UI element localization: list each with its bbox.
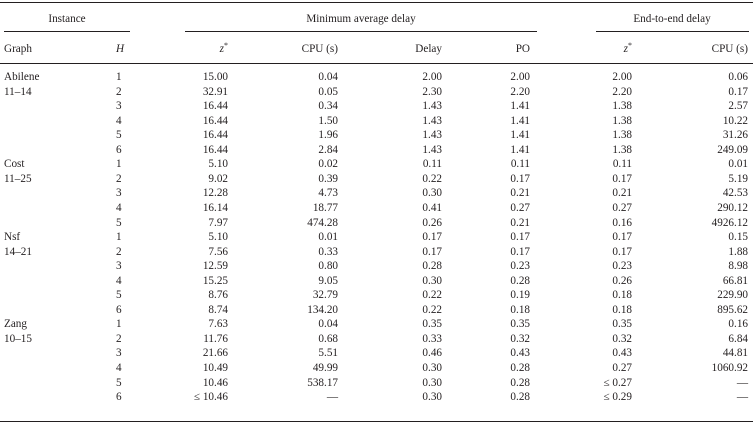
cell-z: 5.10 (208, 231, 228, 244)
cell-z: 16.44 (202, 129, 228, 142)
bottom-rule (0, 421, 753, 422)
cell-z2: 0.18 (612, 289, 632, 302)
col-header-h: H (116, 43, 125, 55)
cell-cpu: 1.50 (318, 114, 338, 127)
cell-po: 2.00 (510, 71, 530, 83)
cell-z: 10.49 (202, 362, 228, 374)
cell-cpu: 0.39 (318, 172, 338, 185)
header-rule (0, 63, 753, 64)
cell-po: 0.43 (510, 347, 530, 360)
cell-cpu2: 895.62 (717, 303, 748, 316)
cell-cpu: 0.04 (318, 71, 338, 83)
cell-z: 12.28 (202, 187, 228, 200)
cell-z2: ≤ 0.29 (603, 391, 632, 404)
cell-cpu2: 0.06 (728, 71, 748, 83)
cell-h: 1 (116, 231, 122, 244)
cell-z2: 0.21 (612, 187, 632, 200)
cell-h: 4 (116, 362, 122, 374)
cell-po: 0.17 (510, 231, 530, 244)
cell-cpu2: 2.57 (728, 100, 748, 113)
cell-delay: 1.43 (422, 143, 442, 156)
cell-z: 7.56 (208, 245, 228, 258)
graph-name: Cost (4, 158, 25, 171)
cell-cpu: 474.28 (307, 216, 338, 229)
graph-range: 14–21 (4, 245, 32, 258)
cell-cpu2: 10.22 (722, 114, 748, 127)
cell-cpu2: 5.19 (728, 172, 748, 185)
cell-z: 16.14 (202, 201, 228, 214)
cell-z2: 0.23 (612, 260, 632, 273)
cell-cpu2: 6.84 (728, 332, 748, 345)
cell-po: 1.41 (510, 129, 530, 142)
cell-z2: 1.38 (612, 143, 632, 156)
cell-cpu2: — (736, 391, 748, 404)
cell-po: 0.23 (510, 260, 530, 273)
cell-po: 0.28 (510, 362, 530, 374)
graph-range: 10–15 (4, 332, 32, 345)
cell-delay: 0.41 (422, 201, 442, 214)
cell-delay: 0.22 (422, 172, 442, 185)
col-header-z (190, 43, 228, 56)
cell-z: 16.44 (202, 114, 228, 127)
cell-cpu2: 0.01 (728, 158, 748, 171)
cell-cpu: 0.34 (318, 100, 338, 113)
cell-delay: 0.30 (422, 391, 442, 404)
cell-cpu2: 249.09 (717, 143, 748, 156)
cell-cpu2: 1.88 (728, 245, 748, 258)
cell-h: 3 (116, 187, 122, 200)
cell-cpu2: 1060.92 (711, 362, 748, 374)
cell-z2: 0.26 (612, 274, 632, 287)
cell-cpu: 0.68 (318, 332, 338, 345)
cell-z: 21.66 (202, 347, 228, 360)
cell-cpu: 9.05 (318, 274, 338, 287)
cell-h: 3 (116, 100, 122, 113)
cell-po: 0.21 (510, 216, 530, 229)
graph-name: Nsf (4, 231, 21, 244)
cell-z2: 0.16 (612, 216, 632, 229)
cell-h: 6 (116, 391, 122, 404)
cell-po: 0.32 (510, 332, 530, 345)
cell-cpu2: 44.81 (722, 347, 748, 360)
cell-cpu: 0.80 (318, 260, 338, 273)
cell-delay: 0.46 (422, 347, 442, 360)
cell-delay: 0.30 (422, 187, 442, 200)
cell-z2: 0.27 (612, 362, 632, 374)
graph-range: 11–14 (4, 85, 32, 98)
cell-z2: 0.17 (612, 245, 632, 258)
cell-cpu: 49.99 (312, 362, 338, 374)
cell-cpu: 134.20 (307, 303, 338, 316)
cell-h: 2 (116, 332, 122, 345)
cell-h: 2 (116, 85, 122, 98)
cell-cpu2: 8.98 (728, 260, 748, 273)
top-rule (0, 2, 753, 3)
cell-z2: 1.38 (612, 129, 632, 142)
cell-cpu: 0.01 (318, 231, 338, 244)
cell-po: 1.41 (510, 114, 530, 127)
cell-cpu: 18.77 (312, 201, 338, 214)
group-header-instance: Instance (48, 13, 86, 25)
cell-po: 0.17 (510, 172, 530, 185)
cell-cpu: 0.04 (318, 318, 338, 331)
cell-po: 0.28 (510, 376, 530, 389)
graph-name: Zang (4, 318, 27, 331)
cell-z: 16.44 (202, 100, 228, 113)
cell-z: 7.63 (208, 318, 228, 331)
cell-z2: 0.17 (612, 231, 632, 244)
z-star: * (224, 41, 228, 50)
cell-z: ≤ 10.46 (193, 391, 228, 404)
cell-delay: 0.22 (422, 303, 442, 316)
cell-z2: 0.43 (612, 347, 632, 360)
cell-cpu2: 0.15 (728, 231, 748, 244)
col-header-cpu: CPU (s) (301, 43, 338, 55)
cell-cpu: 0.02 (318, 158, 338, 171)
cell-cpu: 5.51 (318, 347, 338, 360)
cell-po: 0.17 (510, 245, 530, 258)
cell-delay: 1.43 (422, 100, 442, 113)
cell-po: 0.28 (510, 274, 530, 287)
cell-delay: 0.30 (422, 376, 442, 389)
cell-z2: 1.38 (612, 114, 632, 127)
cell-po: 1.41 (510, 100, 530, 113)
col-header-delay: Delay (415, 43, 442, 55)
z2-symbol: z (623, 43, 628, 55)
col-header-po: PO (515, 43, 530, 55)
cell-cpu2: 229.90 (717, 289, 748, 302)
cell-h: 5 (116, 216, 122, 229)
cell-delay: 2.30 (422, 85, 442, 98)
cell-cpu2: 0.17 (728, 85, 748, 98)
cell-h: 2 (116, 245, 122, 258)
col-header-cpu2: CPU (s) (711, 43, 748, 55)
cell-h: 1 (116, 71, 122, 83)
cell-delay: 1.43 (422, 129, 442, 142)
graph-range: 11–25 (4, 172, 32, 185)
cell-delay: 0.17 (422, 231, 442, 244)
cell-h: 3 (116, 260, 122, 273)
cell-po: 0.28 (510, 391, 530, 404)
cell-po: 0.35 (510, 318, 530, 331)
group-header-min-avg-delay: Minimum average delay (306, 13, 416, 25)
cell-z: 10.46 (202, 376, 228, 389)
cell-z: 8.76 (208, 289, 228, 302)
cell-delay: 0.28 (422, 260, 442, 273)
cell-cpu2: 42.53 (722, 187, 748, 200)
cell-z: 16.44 (202, 143, 228, 156)
cell-cpu: 2.84 (318, 143, 338, 156)
cell-delay: 0.22 (422, 289, 442, 302)
cell-cpu2: — (736, 376, 748, 389)
cell-delay: 1.43 (422, 114, 442, 127)
cell-h: 4 (116, 274, 122, 287)
cell-h: 4 (116, 201, 122, 214)
instance-underline (4, 31, 130, 32)
cell-z: 15.00 (202, 71, 228, 83)
cell-h: 6 (116, 143, 122, 156)
cell-cpu: 32.79 (312, 289, 338, 302)
cell-z: 9.02 (208, 172, 228, 185)
cell-delay: 2.00 (422, 71, 442, 83)
cell-z2: 0.27 (612, 201, 632, 214)
cell-cpu2: 0.16 (728, 318, 748, 331)
cell-delay: 0.17 (422, 245, 442, 258)
z-symbol: z (219, 43, 224, 55)
cell-cpu2: 290.12 (717, 201, 748, 214)
cell-cpu: — (326, 391, 338, 404)
cell-z: 8.74 (208, 303, 228, 316)
cell-po: 0.27 (510, 201, 530, 214)
cell-h: 5 (116, 289, 122, 302)
cell-h: 2 (116, 172, 122, 185)
cell-po: 0.11 (510, 158, 530, 171)
z2-star: * (628, 41, 632, 50)
cell-cpu: 1.96 (318, 129, 338, 142)
cell-h: 6 (116, 303, 122, 316)
cell-h: 1 (116, 158, 122, 171)
graph-name: Abilene (4, 71, 40, 83)
group-header-end-to-end: End-to-end delay (633, 13, 711, 25)
cell-delay: 0.33 (422, 332, 442, 345)
col-header-z2 (590, 43, 632, 56)
cell-cpu: 0.33 (318, 245, 338, 258)
cell-z2: 0.35 (612, 318, 632, 331)
cell-cpu2: 4926.12 (711, 216, 748, 229)
cell-delay: 0.26 (422, 216, 442, 229)
cell-po: 0.18 (510, 303, 530, 316)
cell-po: 0.19 (510, 289, 530, 302)
cell-z: 15.25 (202, 274, 228, 287)
cell-z: 11.76 (203, 332, 228, 345)
e2e-underline (596, 31, 749, 32)
cell-po: 2.20 (510, 85, 530, 98)
cell-z2: 2.20 (612, 85, 632, 98)
cell-delay: 0.35 (422, 318, 442, 331)
cell-z: 7.97 (208, 216, 228, 229)
cell-z2: 1.38 (612, 100, 632, 113)
cell-z2: 0.18 (612, 303, 632, 316)
cell-z: 12.59 (202, 260, 228, 273)
cell-h: 3 (116, 347, 122, 360)
cell-cpu: 4.73 (318, 187, 338, 200)
cell-z: 32.91 (202, 85, 228, 98)
cell-po: 0.21 (510, 187, 530, 200)
cell-h: 4 (116, 114, 122, 127)
cell-po: 1.41 (510, 143, 530, 156)
cell-z2: ≤ 0.27 (603, 376, 632, 389)
cell-delay: 0.30 (422, 362, 442, 374)
cell-delay: 0.30 (422, 274, 442, 287)
cell-h: 5 (116, 376, 122, 389)
cell-cpu2: 66.81 (722, 274, 748, 287)
mad-underline (185, 31, 537, 32)
cell-delay: 0.11 (422, 158, 442, 171)
cell-h: 1 (116, 318, 122, 331)
cell-cpu2: 31.26 (722, 129, 748, 142)
cell-z2: 2.00 (612, 71, 632, 83)
col-header-graph: Graph (4, 43, 32, 55)
cell-z2: 0.11 (612, 158, 632, 171)
cell-z2: 0.32 (612, 332, 632, 345)
cell-cpu: 0.05 (318, 85, 338, 98)
cell-cpu: 538.17 (307, 376, 338, 389)
cell-z: 5.10 (208, 158, 228, 171)
cell-h: 5 (116, 129, 122, 142)
cell-z2: 0.17 (612, 172, 632, 185)
